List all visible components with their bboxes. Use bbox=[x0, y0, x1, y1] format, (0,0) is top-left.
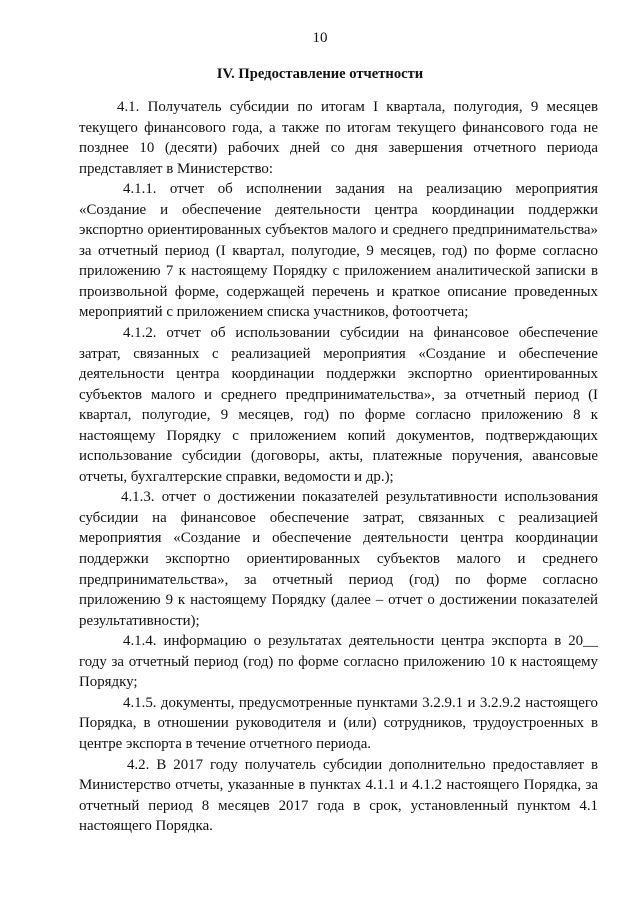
paragraph-4-1-3: 4.1.3. отчет о достижении показателей результативности использования субсидии на финансовое обеспечение затрат, связанных с реализацией мероприятия «Создание и обеспечение деятельности центра координации поддержки экспортно ориентированных субъектов малого и среднего предпринимательства», за отчетный период (год) по форме согласно приложению 9 к настоящему Порядку (далее – отчет о достижении показателей результативности); bbox=[79, 489, 598, 629]
paragraph-4-1-1: 4.1.1. отчет об исполнении задания на реализацию мероприятия «Создание и обеспечение деятельности центра координации поддержки экспортно ориентированных субъектов малого и среднего предпринимательства» за отчетный период (I квартал, полугодие, 9 месяцев, год) по форме согласно приложению 7 к настоящему Порядку с приложением аналитической записки в произвольной форме, содержащей перечень и краткое описание проведенных мероприятий с приложением списка участников, фотоотчета; bbox=[79, 181, 598, 321]
page-number: 10 bbox=[312, 30, 328, 46]
paragraph-4-1: 4.1. Получатель субсидии по итогам I квартала, полугодия, 9 месяцев текущего финансового года, а также по итогам текущего финансового года не позднее 10 (десяти) рабочих дней со дня завершения отчетного периода представляет в Министерство: bbox=[79, 99, 598, 177]
section-title: IV. Предоставление отчетности bbox=[216, 66, 424, 82]
paragraph-4-1-5: 4.1.5. документы, предусмотренные пунктами 3.2.9.1 и 3.2.9.2 настоящего Порядка, в отношении руководителя и (или) сотрудников, трудоустроенных в центре экспорта в течение отчетного периода. bbox=[79, 694, 598, 752]
paragraph-4-1-4: 4.1.4. информацию о результатах деятельности центра экспорта в 20__ году за отчетный период (год) по форме согласно приложению 10 к настоящему Порядку; bbox=[79, 633, 598, 691]
paragraph-4-2: 4.2. В 2017 году получатель субсидии дополнительно предоставляет в Министерство отчеты, указанные в пунктах 4.1.1 и 4.1.2 настоящего Порядка, за отчетный период 8 месяцев 2017 года в срок, установленный пунктом 4.1 настоящего Порядка. bbox=[79, 756, 598, 835]
document-body bbox=[79, 97, 598, 837]
paragraph-4-1-2: 4.1.2. отчет об использовании субсидии на финансовое обеспечение затрат, связанных с реализацией мероприятия «Создание и обеспечение деятельности центра координации поддержки экспортно ориентированных субъектов малого и среднего предпринимательства», за отчетный период (I квартал, полугодие, 9 месяцев, год) по форме согласно приложению 8 к настоящему Порядку с приложением копий документов, подтверждающих использование субсидии (договоры, акты, платежные поручения, авансовые отчеты, бухгалтерские справки, ведомости и др.); bbox=[79, 325, 598, 485]
